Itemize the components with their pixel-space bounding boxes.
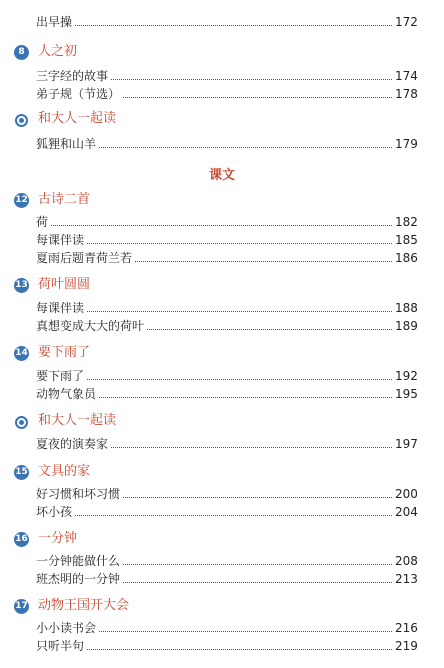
entry-title: 要下雨了 xyxy=(36,369,85,383)
page-number: 174 xyxy=(395,69,418,83)
entry-title: 一分钟能做什么 xyxy=(36,554,121,568)
unit-number-badge: 15 xyxy=(14,465,29,480)
unit-title: 要下雨了 xyxy=(38,345,91,360)
toc-entry[interactable] xyxy=(0,384,444,404)
page-number: 186 xyxy=(395,251,418,265)
toc-entry[interactable] xyxy=(0,12,444,32)
toc-entry[interactable] xyxy=(0,84,444,104)
toc-entry[interactable] xyxy=(0,316,444,336)
entry-title: 小小读书会 xyxy=(36,621,97,635)
entry-title: 好习惯和坏习惯 xyxy=(36,487,121,501)
page-number: 172 xyxy=(395,15,418,29)
circle-marker-icon xyxy=(15,416,28,429)
section-heading: 课文 xyxy=(208,168,235,183)
dot-leader xyxy=(36,243,392,244)
circle-marker-icon xyxy=(15,114,28,127)
reading-section-title: 和大人一起读 xyxy=(38,111,117,126)
entry-title: 只听半句 xyxy=(36,639,85,653)
page-number: 192 xyxy=(395,369,418,383)
toc-entry[interactable] xyxy=(0,502,444,522)
unit-number-badge: 17 xyxy=(14,599,29,614)
page-number: 219 xyxy=(395,639,418,653)
toc-entry[interactable] xyxy=(0,212,444,232)
page-number: 216 xyxy=(395,621,418,635)
toc-entry[interactable] xyxy=(0,366,444,386)
unit-title: 荷叶圆圆 xyxy=(38,277,91,292)
toc-entry[interactable] xyxy=(0,636,444,656)
entry-title: 每课伴读 xyxy=(36,301,85,315)
toc-entry[interactable] xyxy=(0,434,444,454)
entry-title: 夏夜的演奏家 xyxy=(36,437,109,451)
dot-leader xyxy=(36,379,392,380)
page-number: 204 xyxy=(395,505,418,519)
entry-title: 狐狸和山羊 xyxy=(36,137,97,151)
toc-entry[interactable] xyxy=(0,618,444,638)
unit-number-badge: 12 xyxy=(14,193,29,208)
unit-number-badge: 14 xyxy=(14,346,29,361)
reading-section-title: 和大人一起读 xyxy=(38,413,117,428)
unit-number-badge: 8 xyxy=(14,45,29,60)
entry-title: 夏雨后题青荷兰若 xyxy=(36,251,133,265)
unit-title: 文具的家 xyxy=(38,464,91,479)
page-number: 213 xyxy=(395,572,418,586)
unit-number-badge: 13 xyxy=(14,278,29,293)
dot-leader xyxy=(36,225,392,226)
entry-title: 班杰明的一分钟 xyxy=(36,572,121,586)
page-number: 189 xyxy=(395,319,418,333)
page-number: 195 xyxy=(395,387,418,401)
entry-title: 弟子规（节选） xyxy=(36,87,121,101)
unit-title: 古诗二首 xyxy=(38,192,91,207)
toc-entry[interactable] xyxy=(0,484,444,504)
entry-title: 坏小孩 xyxy=(36,505,73,519)
dot-leader xyxy=(36,25,392,26)
unit-title: 人之初 xyxy=(38,44,78,59)
page-number: 182 xyxy=(395,215,418,229)
entry-title: 荷 xyxy=(36,215,49,229)
toc-entry[interactable] xyxy=(0,134,444,154)
unit-title: 一分钟 xyxy=(38,531,78,546)
entry-title: 每课伴读 xyxy=(36,233,85,247)
page-number: 179 xyxy=(395,137,418,151)
toc-entry[interactable] xyxy=(0,298,444,318)
dot-leader xyxy=(36,649,392,650)
toc-entry[interactable] xyxy=(0,569,444,589)
entry-title: 出早操 xyxy=(36,15,73,29)
toc-entry[interactable] xyxy=(0,248,444,268)
page-number: 188 xyxy=(395,301,418,315)
unit-title: 动物王国开大会 xyxy=(38,598,130,613)
page-number: 208 xyxy=(395,554,418,568)
dot-leader xyxy=(36,311,392,312)
entry-title: 动物气象员 xyxy=(36,387,97,401)
entry-title: 真想变成大大的荷叶 xyxy=(36,319,145,333)
page-number: 185 xyxy=(395,233,418,247)
toc-entry[interactable] xyxy=(0,551,444,571)
dot-leader xyxy=(36,515,392,516)
entry-title: 三字经的故事 xyxy=(36,69,109,83)
page-number: 197 xyxy=(395,437,418,451)
page-number: 200 xyxy=(395,487,418,501)
toc-entry[interactable] xyxy=(0,66,444,86)
toc-entry[interactable] xyxy=(0,230,444,250)
page-number: 178 xyxy=(395,87,418,101)
unit-number-badge: 16 xyxy=(14,532,29,547)
